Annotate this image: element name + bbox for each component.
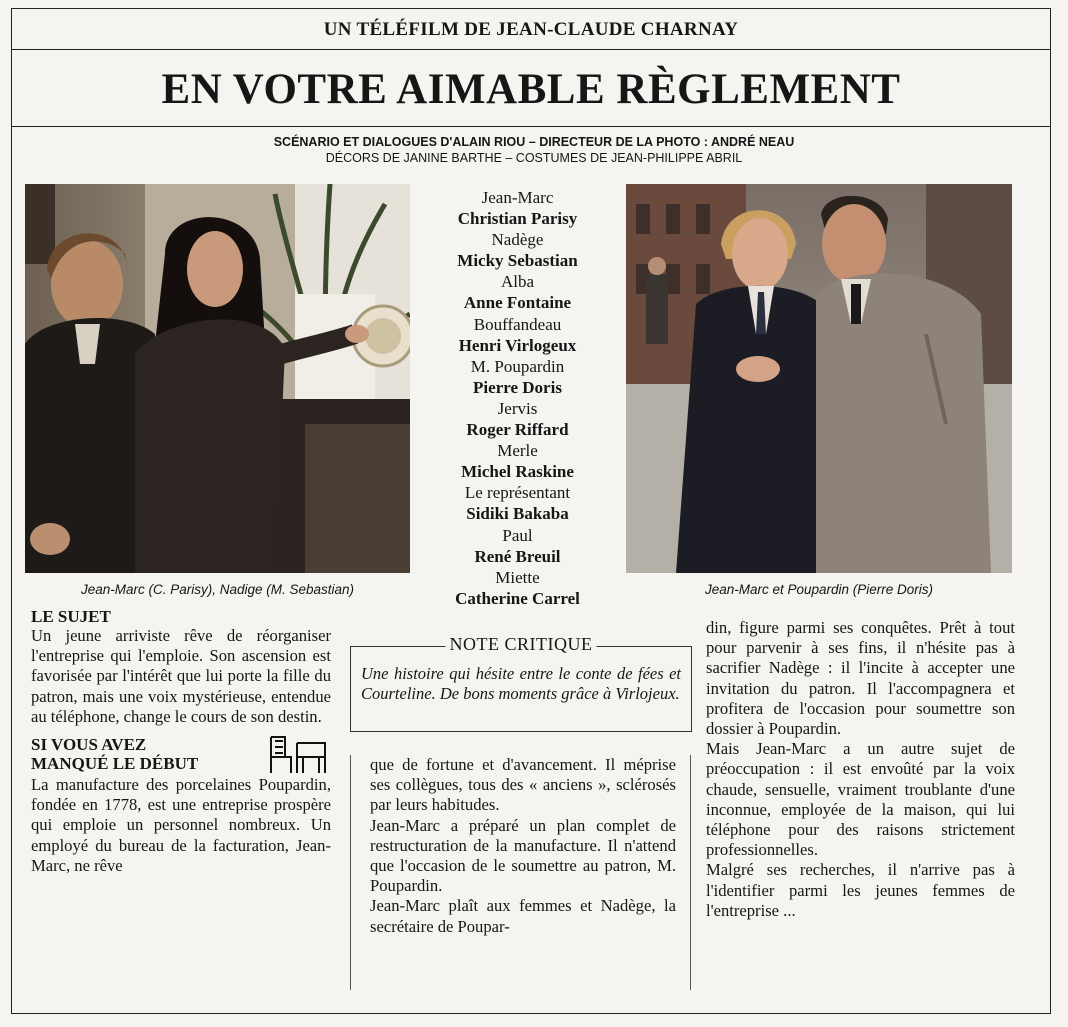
column-3 (706, 618, 1015, 921)
film-title: EN VOTRE AIMABLE RÈGLEMENT (161, 66, 901, 113)
film-subtitle: UN TÉLÉFILM DE JEAN-CLAUDE CHARNAY (323, 19, 739, 40)
cast-actor: Henri Virlogeux (458, 335, 577, 355)
cast-role: Paul (502, 525, 533, 545)
debut-text-part-6: Mais Jean-Marc a un autre sujet de préoccupation : il est envoûté par la voix chaude, sensuelle, vraiment troublante d'une inconnue, employée de la maison, qui lui téléphone pour des raisons strictement professionnelles. (706, 739, 1015, 860)
column-2 (370, 755, 676, 937)
column-divider (350, 755, 351, 990)
photo-right-caption: Jean-Marc et Poupardin (Pierre Doris) (704, 582, 934, 597)
cast-actor: Sidiki Bakaba (466, 504, 569, 524)
sujet-heading: LE SUJET (31, 607, 111, 626)
debut-heading-line-1: SI VOUS AVEZ (31, 735, 147, 755)
debut-text-part-2: que de fortune et d'avancement. Il méprise ses collègues, tous des « anciens », sclérosés par leurs habitudes. (370, 755, 676, 815)
debut-text-part-7: Malgré ses recherches, il n'arrive pas à l'identifier parmi les jeunes femmes de l'entreprise ... (706, 860, 1015, 920)
cast-role: M. Poupardin (470, 356, 565, 376)
subtitle-band (12, 9, 1050, 50)
cast-role: Alba (500, 272, 535, 292)
cast-role: Jean-Marc (481, 188, 554, 207)
cast-list (415, 187, 620, 609)
photo-left-illustration (25, 184, 410, 573)
cast-actor: Roger Riffard (466, 420, 569, 440)
cast-role: Bouffandeau (473, 314, 562, 334)
cast-role: Nadège (491, 230, 544, 250)
debut-text-part-3: Jean-Marc a préparé un plan complet de restructuration de la manufacture. Il n'attend que l'occasion de le soumettre au patron, M. Poupardin. (370, 815, 676, 896)
photo-jean-marc-poupardin (626, 184, 1012, 573)
debut-text-part-1: La manufacture des porcelaines Poupardin, fondée en 1778, est une entreprise prospère qui emploie un personnel nombreux. Un employé du bureau de la facturation, Jean-Marc, ne rêve (31, 775, 331, 875)
cast-actor: Christian Parisy (457, 209, 578, 229)
photo-right-illustration (626, 184, 1012, 573)
credits-line-2: DÉCORS DE JANINE BARTHE – COSTUMES DE JEAN-PHILIPPE ABRIL (325, 151, 743, 165)
column-1 (31, 607, 331, 876)
credits-line-1: SCÉNARIO ET DIALOGUES D'ALAIN RIOU – DIRECTEUR DE LA PHOTO : ANDRÉ NEAU (273, 135, 795, 149)
photo-left-caption: Jean-Marc (C. Parisy), Nadige (M. Sebastian) (80, 582, 355, 597)
cast-role: Jervis (497, 398, 538, 418)
title-band (12, 50, 1050, 127)
cast-role: Miette (495, 567, 540, 587)
cast-role: Le représentant (464, 483, 571, 503)
cast-actor: Michel Raskine (461, 462, 574, 482)
note-critique-box (350, 634, 692, 732)
photo-jean-marc-nadege (25, 184, 410, 573)
cast-role: Merle (497, 441, 538, 461)
debut-text-part-5: din, figure parmi ses conquêtes. Prêt à tout pour parvenir à ses fins, il n'hésite pas à sacrifier Nadège : il l'incite à accepter une invitation du patron. Il l'accompagnera et profitera de l'occasion pour soumettre son dossier à Poupardin. (706, 618, 1015, 739)
sujet-text: Un jeune arriviste rêve de réorganiser l'entreprise qui l'emploie. Son ascension est favorisée par l'intérêt que lui porte la fille du patron, mais une voix mystérieuse, entendue au téléphone, change le cours de son destin. (31, 626, 331, 726)
cast-actor: Catherine Carrel (455, 588, 580, 608)
cast-actor: Micky Sebastian (457, 251, 578, 271)
credits-block (0, 134, 1068, 166)
cast-actor: Pierre Doris (473, 377, 562, 397)
note-critique-text: Une histoire qui hésite entre le conte de fées et Courteline. De bons moments grâce à Virlojeux. (361, 664, 681, 704)
debut-heading-line-2: MANQUÉ LE DÉBUT (31, 754, 199, 774)
debut-text-part-4: Jean-Marc plaît aux femmes et Nadège, la secrétaire de Poupar- (370, 896, 676, 936)
debut-heading-row (31, 735, 331, 775)
note-critique-title: NOTE CRITIQUE (446, 634, 597, 655)
column-divider (690, 755, 691, 990)
cast-actor: René Breuil (474, 546, 561, 566)
cast-actor: Anne Fontaine (463, 293, 572, 313)
chairs-icon (269, 735, 327, 775)
